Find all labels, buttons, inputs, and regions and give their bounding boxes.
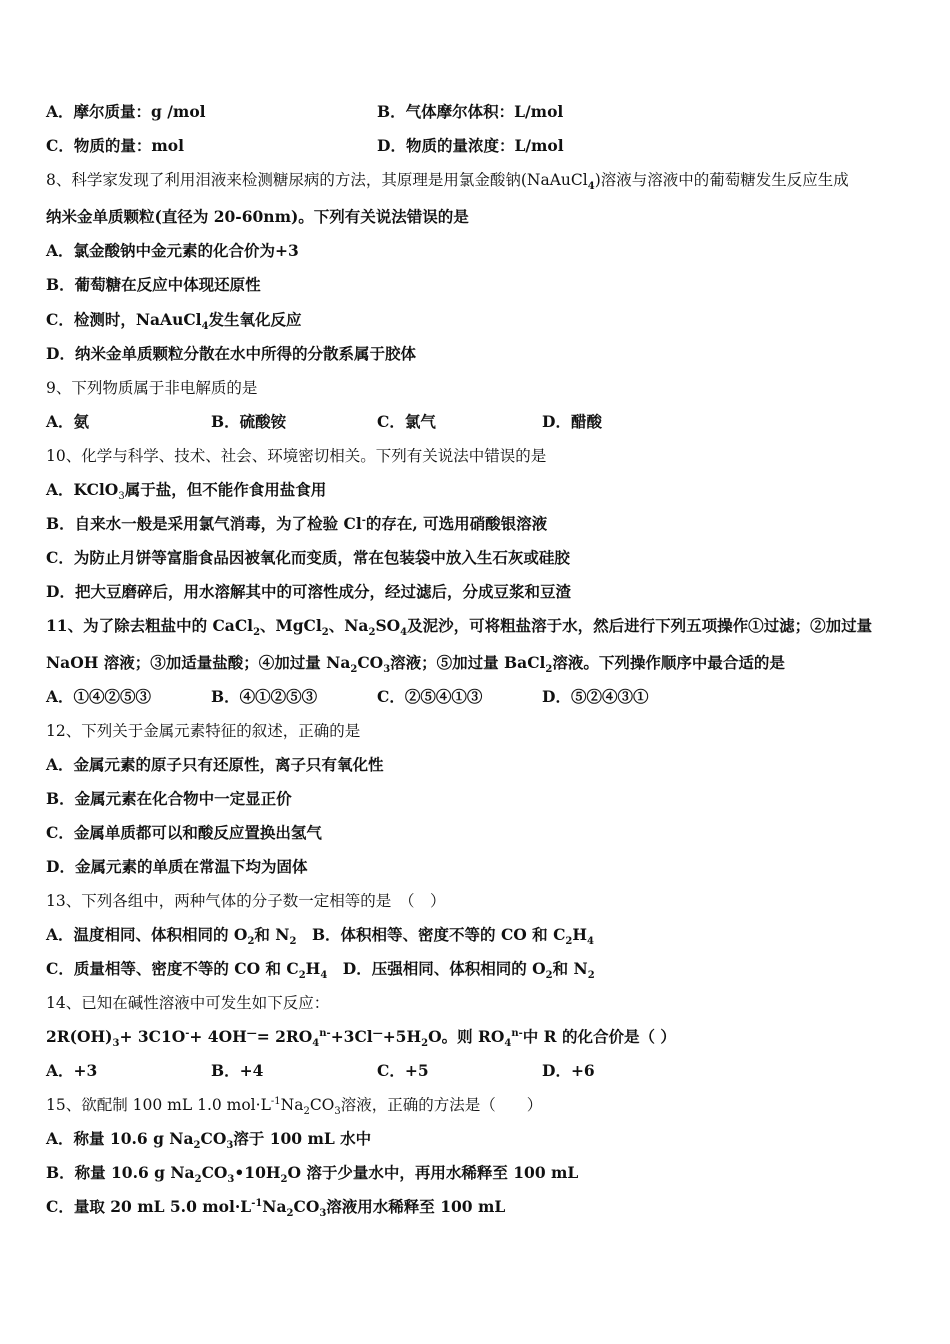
q14-option-a: A．+3	[46, 1061, 98, 1080]
q9-option-c: C．氯气	[377, 412, 436, 431]
q8-option-c: C．检测时，NaAuCl$_4$发生氧化反应	[46, 310, 302, 333]
q8-option-a: A．氯金酸钠中金元素的化合价为+3	[46, 241, 299, 260]
option-label: D．	[377, 136, 406, 155]
q15-stem: 15、欲配制 100 mL 1.0 $mol\cdot L^{-1}Na_2CO_3$溶液，正确的方法是（ ）	[46, 1095, 543, 1118]
q8-stem-line2: 纳米金单质颗粒(直径为 20-60nm)。下列有关说法错误的是	[46, 207, 469, 226]
q9-option-b: B．硫酸铵	[211, 412, 287, 431]
q10-option-b: B．自来水一般是采用氯气消毒，为了检验 Cl-的存在, 可选用硝酸银溶液	[46, 514, 548, 533]
q9-option-d: D．醋酸	[542, 412, 602, 431]
q12-option-c: C．金属单质都可以和酸反应置换出氢气	[46, 823, 322, 842]
q11-option-a: A．①④②⑤③	[46, 687, 152, 706]
q14-option-c: C．+5	[377, 1061, 429, 1080]
q10-option-a: A．KClO$_3$属于盐，但不能作食用盐食用	[46, 480, 327, 503]
q15-option-b: B．称量 10.6 g $Na_2CO_3•10H_2O$ 溶于少量水中，再用水稀释至 100 mL	[46, 1163, 579, 1186]
q14-option-d: D．+6	[542, 1061, 595, 1080]
q11-option-d: D．⑤②④③①	[542, 687, 649, 706]
option-label: C．	[46, 136, 74, 155]
q7-option-c	[46, 136, 184, 156]
option-text: 物质的量：mol	[73, 136, 184, 155]
q9-stem: 9、下列物质属于非电解质的是	[46, 379, 258, 397]
q15-option-a: A．称量 10.6 g $Na_2CO_3$溶于 100 mL 水中	[46, 1129, 372, 1152]
q13-options-ab: A．温度相同、体积相同的 $O_2$和 $N_2$ B．体积相等、密度不等的 CO 和 $C_2H_4$	[46, 925, 595, 948]
q11-stem-line1: 11、为了除去粗盐中的 CaCl$_2$、MgCl$_2$、$Na_2SO_4$及泥沙，可将粗盐溶于水，然后进行下列五项操作①过滤；②加过量	[46, 616, 873, 639]
q15-option-c: C．量取 20 mL 5.0 $mol\cdot L^{-1}Na_2CO_3$溶液用水稀释至 100 mL	[46, 1197, 506, 1220]
option-text: 摩尔质量：g /mol	[73, 102, 206, 121]
option-text: 物质的量浓度：L/mol	[405, 136, 564, 155]
q10-option-d: D．把大豆磨碎后，用水溶解其中的可溶性成分，经过滤后，分成豆浆和豆渣	[46, 582, 571, 601]
q7-option-b	[377, 102, 563, 122]
q12-option-b: B．金属元素在化合物中一定显正价	[46, 789, 292, 808]
option-text: 气体摩尔体积：L/mol	[405, 102, 564, 121]
q8-stem-line1: 8、科学家发现了利用泪液来检测糖尿病的方法，其原理是用氯金酸钠(NaAuCl$_4$)溶液与溶液中的葡萄糖发生反应生成	[46, 171, 849, 193]
q14-stem: 14、已知在碱性溶液中可发生如下反应：	[46, 994, 330, 1012]
q8-option-d: D．纳米金单质颗粒分散在水中所得的分散系属于胶体	[46, 344, 416, 363]
option-label: A．	[46, 102, 74, 121]
q7-option-d	[377, 136, 564, 156]
q12-option-a: A．金属元素的原子只有还原性，离子只有氧化性	[46, 755, 384, 774]
q12-stem: 12、下列关于金属元素特征的叙述，正确的是	[46, 722, 361, 740]
q12-option-d: D．金属元素的单质在常温下均为固体	[46, 857, 308, 876]
q10-option-c: C．为防止月饼等富脂食品因被氧化而变质，常在包装袋中放入生石灰或硅胶	[46, 548, 570, 567]
q9-option-a: A．氨	[46, 412, 90, 431]
q14-option-b: B．+4	[211, 1061, 264, 1080]
q11-stem-line2: NaOH 溶液；③加适量盐酸；④加过量 $Na_2CO_3$溶液；⑤加过量 BaCl$_2$溶液。下列操作顺序中最合适的是	[46, 653, 785, 676]
q7-option-a	[46, 102, 206, 122]
q11-option-c: C．②⑤④①③	[377, 687, 483, 706]
q13-options-cd: C．质量相等、密度不等的 CO 和 $C_2H_4$ D．压强相同、体积相同的 $O_2$和 $N_2$	[46, 959, 595, 982]
q10-stem: 10、化学与科学、技术、社会、环境密切相关。下列有关说法中错误的是	[46, 447, 547, 465]
q13-stem: 13、下列各组中，两种气体的分子数一定相等的是 （ ）	[46, 892, 446, 910]
q14-equation: $2R(OH)_3+ 3C1O^-+ 4OH^—= 2RO_4^{n-}+3Cl^—+5H_2O$。则 $RO_4^{n-}$中 R 的化合价是（ ）	[46, 1027, 676, 1050]
q11-option-b: B．④①②⑤③	[211, 687, 318, 706]
option-label: B．	[377, 102, 406, 121]
q8-option-b: B．葡萄糖在反应中体现还原性	[46, 275, 261, 294]
